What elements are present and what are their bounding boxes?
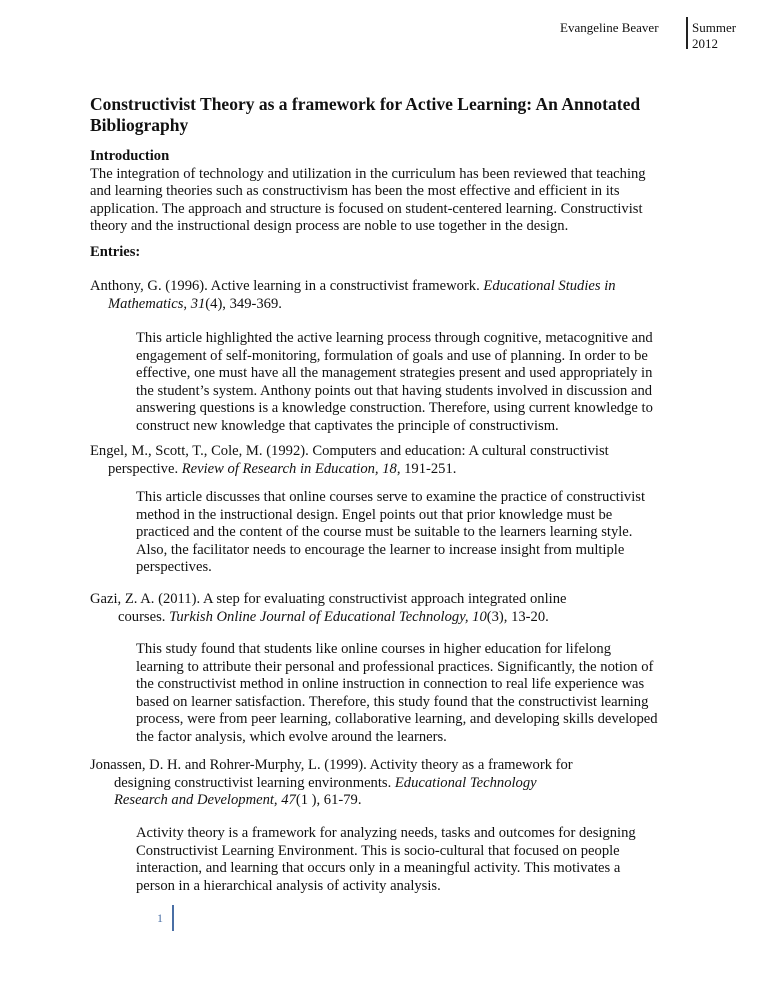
- annotation-line: the student’s system. Anthony points out that having students involved in discussion and: [136, 382, 653, 399]
- entry-citation: [90, 757, 573, 810]
- annotation-line: based on learner satisfaction. Therefore, this study found that the constructivist learning: [136, 693, 649, 710]
- intro-line: The integration of technology and utilization in the curriculum has been reviewed that teaching: [90, 165, 646, 182]
- entry-citation: [90, 443, 609, 478]
- annotation-line: Constructivist Learning Environment. This is socio-cultural that focused on people: [136, 842, 620, 859]
- annotation-line: person in a hierarchical analysis of activity analysis.: [136, 877, 441, 894]
- citation-text: (1 ), 61-79.: [295, 792, 362, 809]
- citation-text: designing constructivist learning environments.: [114, 774, 395, 791]
- annotation-line: interaction, and learning that occurs only in a meaningful activity. This motivates a: [136, 860, 621, 877]
- citation-text: (3), 13-20.: [486, 608, 549, 625]
- page-number-divider: [172, 905, 174, 931]
- citation-line: [90, 443, 609, 461]
- annotation-line: Activity theory is a framework for analyzing needs, tasks and outcomes for designing: [136, 825, 636, 841]
- entry-annotation: [136, 489, 645, 577]
- citation-source: 31: [190, 295, 206, 312]
- entries-heading: Entries:: [90, 244, 141, 260]
- entry-citation: [90, 278, 616, 313]
- introduction-section: [90, 148, 646, 236]
- title-line: Bibliography: [90, 115, 189, 135]
- citation-text: courses.: [118, 608, 170, 625]
- citation-source: Research and Development, 47: [114, 792, 296, 809]
- annotation-line: practiced and the content of the course must be suitable to the learners learning style.: [136, 524, 633, 541]
- citation-source: Mathematics: [108, 295, 184, 312]
- page-number: 1: [157, 911, 163, 925]
- citation-text: Jonassen, D. H. and Rohrer-Murphy, L. (1999). Activity theory as a framework for: [90, 757, 573, 773]
- header-divider: [686, 17, 688, 49]
- citation-text: perspective.: [108, 460, 182, 477]
- header-year: 2012: [692, 36, 718, 51]
- citation-line: [90, 278, 616, 296]
- header-term: Summer: [692, 20, 737, 35]
- entry-citation: [90, 591, 566, 626]
- annotation-line: This study found that students like online courses in higher education for lifelong: [136, 641, 612, 657]
- citation-text: Gazi, Z. A. (2011). A step for evaluating constructivist approach integrated online: [90, 591, 567, 607]
- annotation-line: Also, the facilitator needs to encourage the learner to increase insight from multiple: [136, 541, 625, 558]
- citation-text: (4), 349-369.: [205, 295, 282, 312]
- annotation-line: construct new knowledge that captivates the principle of constructivism.: [136, 417, 559, 434]
- citation-source: Review of Research in Education, 18: [181, 460, 397, 477]
- annotation-line: learning to attribute their personal and professional practices. Significantly, the notion of: [136, 658, 654, 675]
- annotation-line: This article highlighted the active learning process through cognitive, metacognitive and: [136, 330, 653, 346]
- citation-text: Anthony, G. (1996). Active learning in a constructivist framework.: [90, 278, 484, 294]
- entry-annotation: [136, 825, 636, 895]
- title-line: Constructivist Theory as a framework for Active Learning: An Annotated: [90, 94, 641, 114]
- citation-line: [90, 296, 616, 314]
- annotation-line: engagement of self-monitoring, formulation of goals and use of planning. In order to be: [136, 347, 648, 364]
- citation-line: [90, 461, 609, 479]
- citation-text: , 191-251.: [396, 460, 457, 477]
- annotation-line: method in the instructional design. Engel points out that prior knowledge must be: [136, 506, 613, 523]
- citation-line: [90, 609, 566, 627]
- citation-line: [90, 757, 573, 775]
- entry-annotation: [136, 330, 653, 436]
- header-author: Evangeline Beaver: [560, 20, 659, 35]
- annotation-line: effective, one must have all the management strategies present and used appropriately in: [136, 365, 653, 382]
- citation-line: [90, 591, 566, 609]
- citation-text: Engel, M., Scott, T., Cole, M. (1992). Computers and education: A cultural constructivist: [90, 443, 609, 459]
- introduction-heading: Introduction: [90, 148, 170, 164]
- annotation-line: the constructivist method in online instruction in connection to real life experience was: [136, 676, 645, 693]
- citation-line: [90, 775, 573, 793]
- entry-annotation: [136, 641, 658, 747]
- document-title: [90, 94, 640, 136]
- citation-line: [90, 792, 573, 810]
- annotation-line: the factor analysis, which evolve around the learners.: [136, 728, 447, 745]
- intro-line: theory and the instructional design process are noble to use together in the design.: [90, 218, 569, 235]
- annotation-line: process, were from peer learning, collaborative learning, and developing skills developed: [136, 711, 658, 728]
- intro-line: application. The approach and structure is focused on student-centered learning. Constructivist: [90, 200, 643, 217]
- intro-line: and learning theories such as constructivism has been the most effective and efficient in its: [90, 183, 620, 200]
- citation-source: Educational Studies in: [483, 278, 616, 294]
- citation-text: ,: [183, 295, 191, 312]
- citation-source: Turkish Online Journal of Educational Technology, 10: [169, 608, 487, 625]
- annotation-line: perspectives.: [136, 559, 212, 576]
- annotation-line: This article discusses that online courses serve to examine the practice of constructivist: [136, 489, 645, 505]
- annotation-line: answering questions is a knowledge construction. Therefore, using current knowledge to: [136, 400, 653, 417]
- citation-source: Educational Technology: [394, 774, 537, 791]
